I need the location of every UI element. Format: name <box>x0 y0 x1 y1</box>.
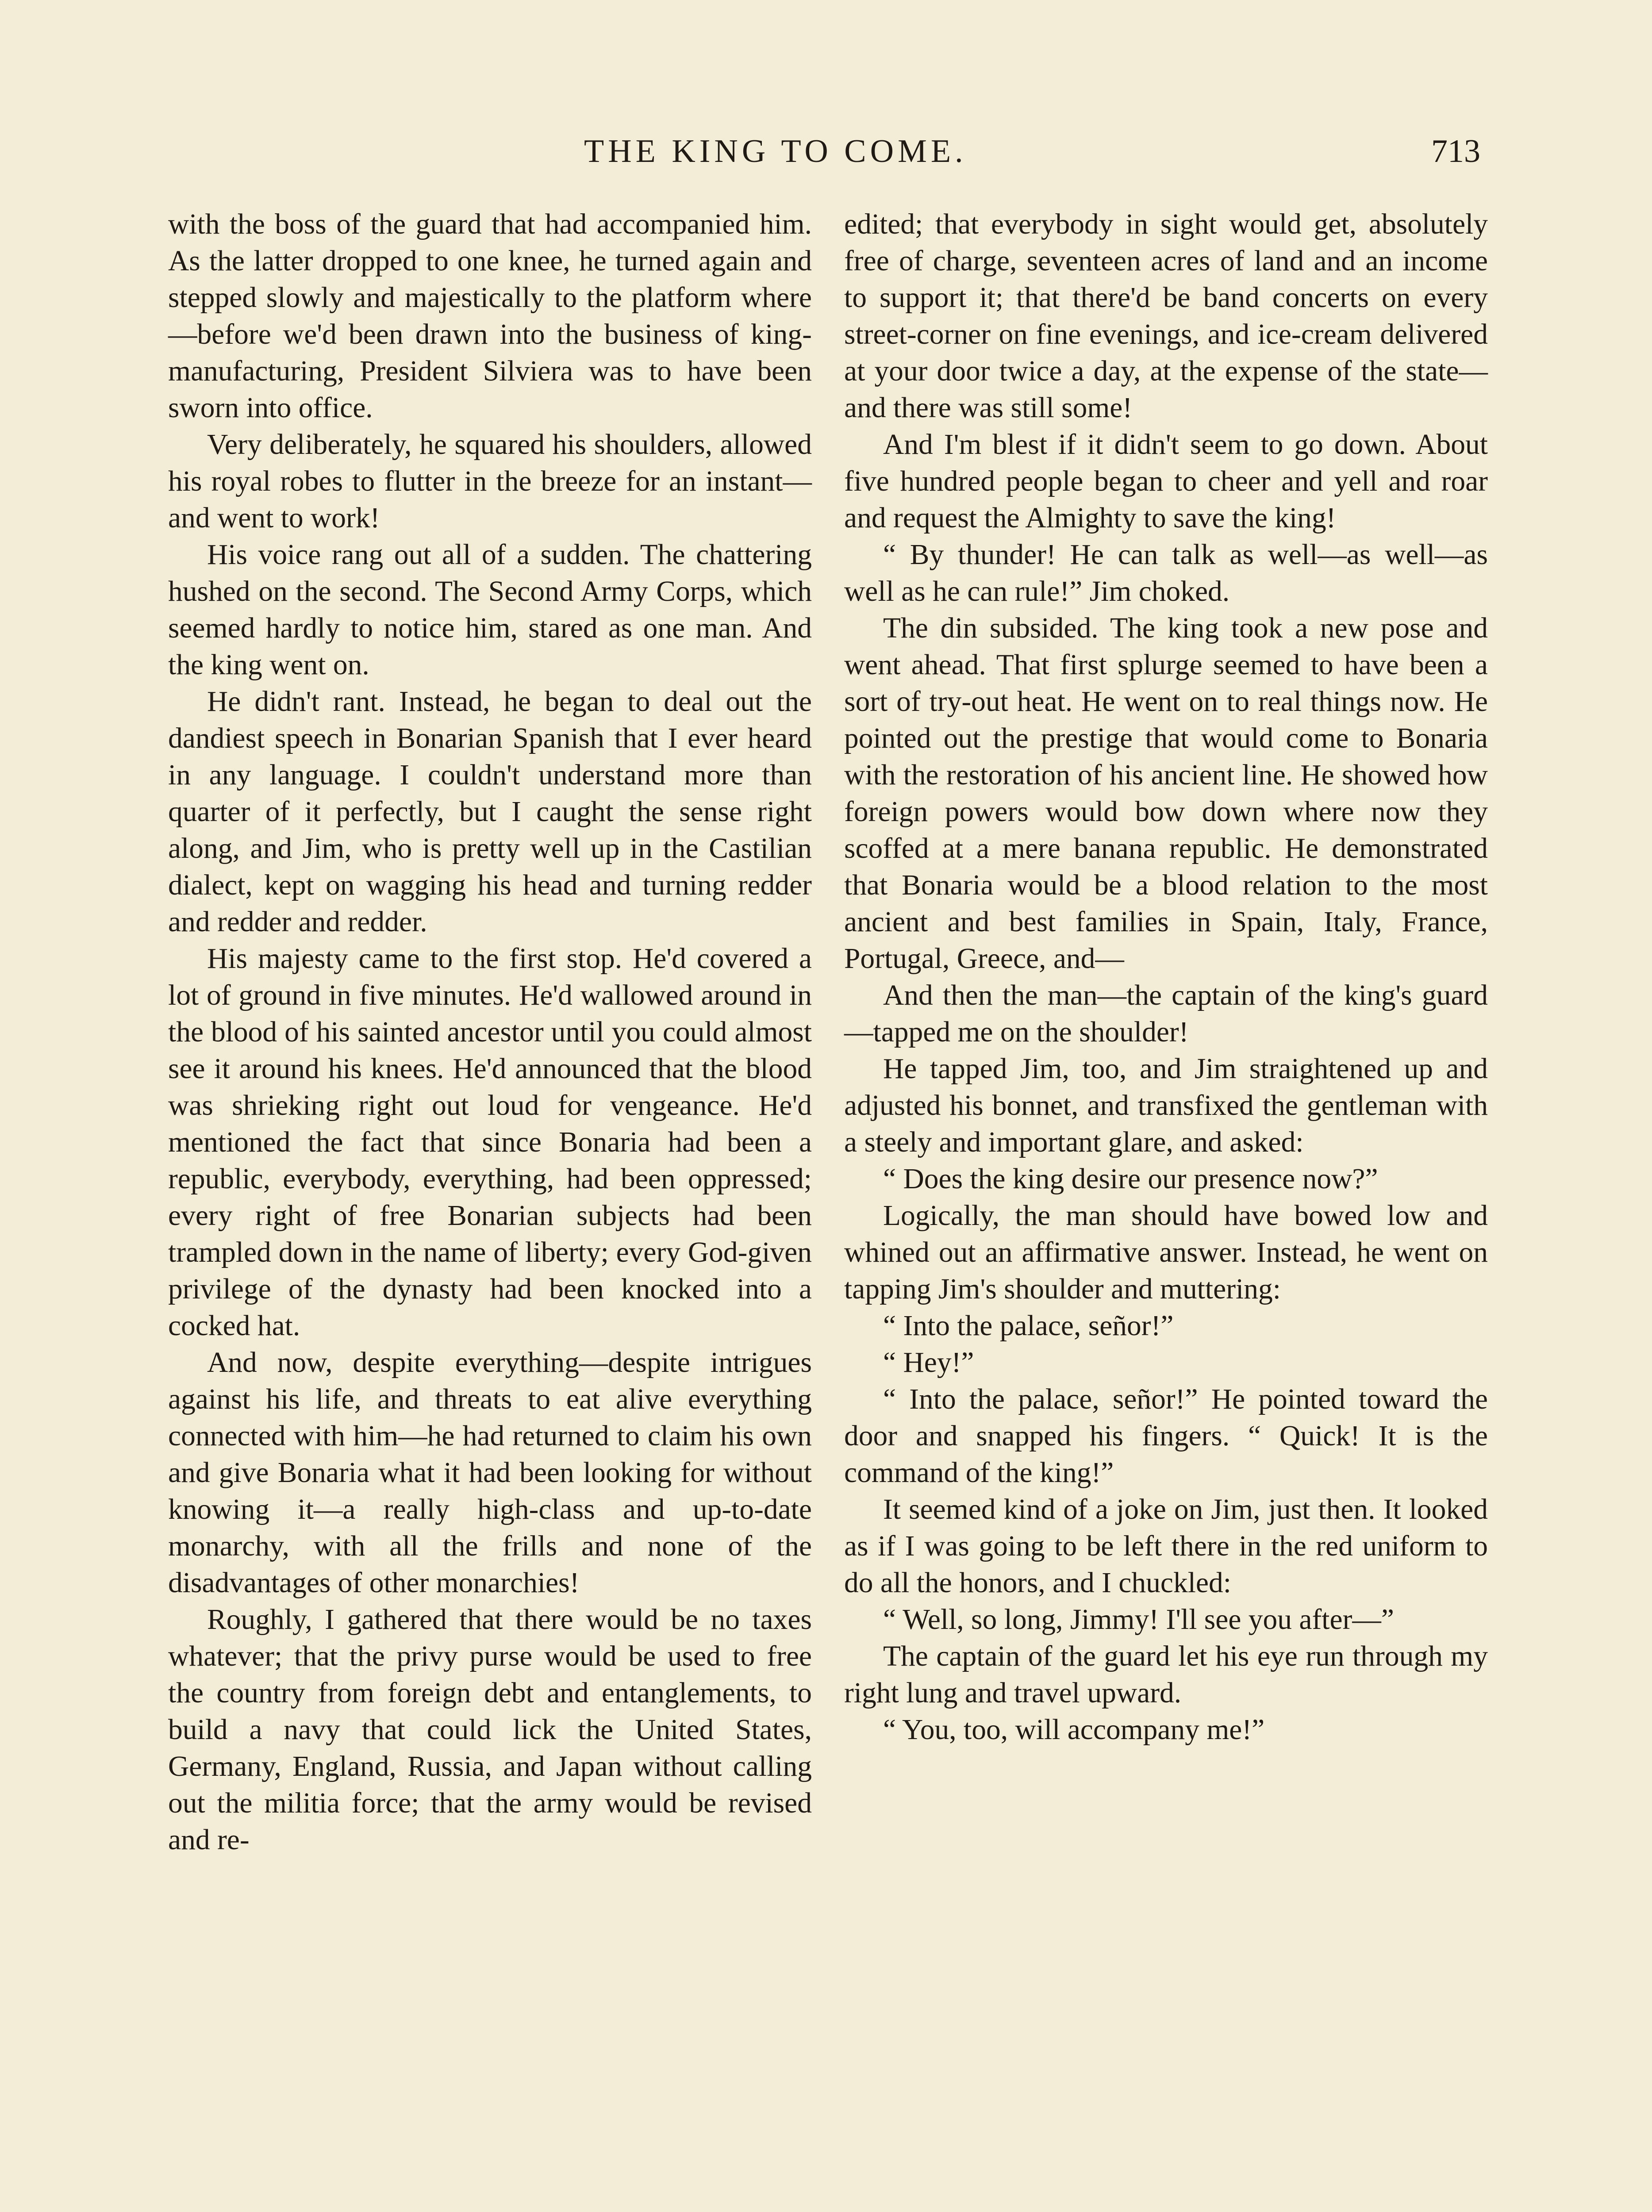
paragraph: “ By thunder! He can talk as well—as well—as well as he can rule!” Jim choked. <box>844 539 1488 607</box>
paragraph: It seemed kind of a joke on Jim, just then. It looked as if I was going to be left there in the red uniform to do all the honors, and I chuckled: <box>844 1494 1488 1599</box>
paragraph: “ Into the palace, señor!” He pointed toward the door and snapped his fingers. “ Quick! It is the command of the king!” <box>844 1383 1488 1489</box>
paragraph: He didn't rant. Instead, he began to deal out the dandiest speech in Bonarian Spanish that I ever heard in any language. I couldn't understand more than quarter of it perfectly, but I caught the sense right along, and Jim, who is pretty well up in the Castilian dialect, kept on wagging his head and turning redder and redder and redder. <box>168 686 812 938</box>
page-header <box>584 133 1480 181</box>
paragraph: “ Well, so long, Jimmy! I'll see you after—” <box>883 1604 1394 1636</box>
paragraph: His majesty came to the first stop. He'd covered a lot of ground in five minutes. He'd wallowed around in the blood of his sainted ancestor until you could almost see it around his knees. He'd announced that the blood was shrieking right out loud for vengeance. He'd mentioned the fact that since Bonaria had been a republic, everybody, everything, had been oppressed; every right of free Bonarian subjects had been trampled down in the name of liberty; every God-given privilege of the dynasty had been knocked into a cocked hat. <box>168 943 812 1342</box>
running-head: THE KING TO COME. <box>584 133 967 169</box>
paragraph: with the boss of the guard that had accompanied him. As the latter dropped to one knee, he turned again and stepped slowly and majestically to the platform where—before we'd been drawn into the business of king-manufacturing, President Silviera was to have been sworn into office. <box>168 208 812 424</box>
left-column <box>168 206 812 1859</box>
paragraph: Logically, the man should have bowed low and whined out an affirmative answer. Instead, he went on tapping Jim's shoulder and muttering: <box>844 1200 1488 1305</box>
paragraph: Roughly, I gathered that there would be no taxes whatever; that the privy purse would be used to free the country from foreign debt and entanglements, to build a navy that could lick the United States, Germany, England, Russia, and Japan without calling out the militia force; that the army would be revised and re- <box>168 1604 812 1856</box>
paragraph: The din subsided. The king took a new pose and went ahead. That first splurge seemed to have been a sort of try-out heat. He went on to real things now. He pointed out the prestige that would come to Bonaria with the restoration of his ancient line. He showed how foreign powers would bow down where now they scoffed at a mere banana republic. He demonstrated that Bonaria would be a blood relation to the most ancient and best families in Spain, Italy, France, Portugal, Greece, and— <box>844 612 1488 975</box>
right-column <box>844 206 1488 1748</box>
paragraph: He tapped Jim, too, and Jim straightened up and adjusted his bonnet, and transfixed the gentleman with a steely and important glare, and asked: <box>844 1053 1488 1158</box>
paragraph: “ Does the king desire our presence now?” <box>883 1163 1378 1195</box>
paragraph: edited; that everybody in sight would get, absolutely free of charge, seventeen acres of land and an income to support it; that there'd be band concerts on every street-corner on fine evenings, and ice-cream delivered at your door twice a day, at the expense of the state—and there was still some! <box>844 208 1488 424</box>
paragraph: “ Into the palace, señor!” <box>883 1310 1174 1342</box>
paragraph: His voice rang out all of a sudden. The chattering hushed on the second. The Second Army Corps, which seemed hardly to notice him, stared as one man. And the king went on. <box>168 539 812 681</box>
paragraph: And then the man—the captain of the king's guard—tapped me on the shoulder! <box>844 979 1488 1048</box>
paragraph: And now, despite everything—despite intrigues against his life, and threats to eat alive everything connected with him—he had returned to claim his own and give Bonaria what it had been looking for without knowing it—a really high-class and up-to-date monarchy, with all the frills and none of the disadvantages of other monarchies! <box>168 1347 812 1599</box>
paragraph: Very deliberately, he squared his shoulders, allowed his royal robes to flutter in the breeze for an instant—and went to work! <box>168 429 812 534</box>
paragraph: “ You, too, will accompany me!” <box>883 1714 1265 1746</box>
paragraph: “ Hey!” <box>883 1347 974 1379</box>
paragraph: The captain of the guard let his eye run through my right lung and travel upward. <box>844 1640 1488 1709</box>
page-number: 713 <box>1431 133 1480 169</box>
paragraph: And I'm blest if it didn't seem to go down. About five hundred people began to cheer and yell and roar and request the Almighty to save the king! <box>844 429 1488 534</box>
